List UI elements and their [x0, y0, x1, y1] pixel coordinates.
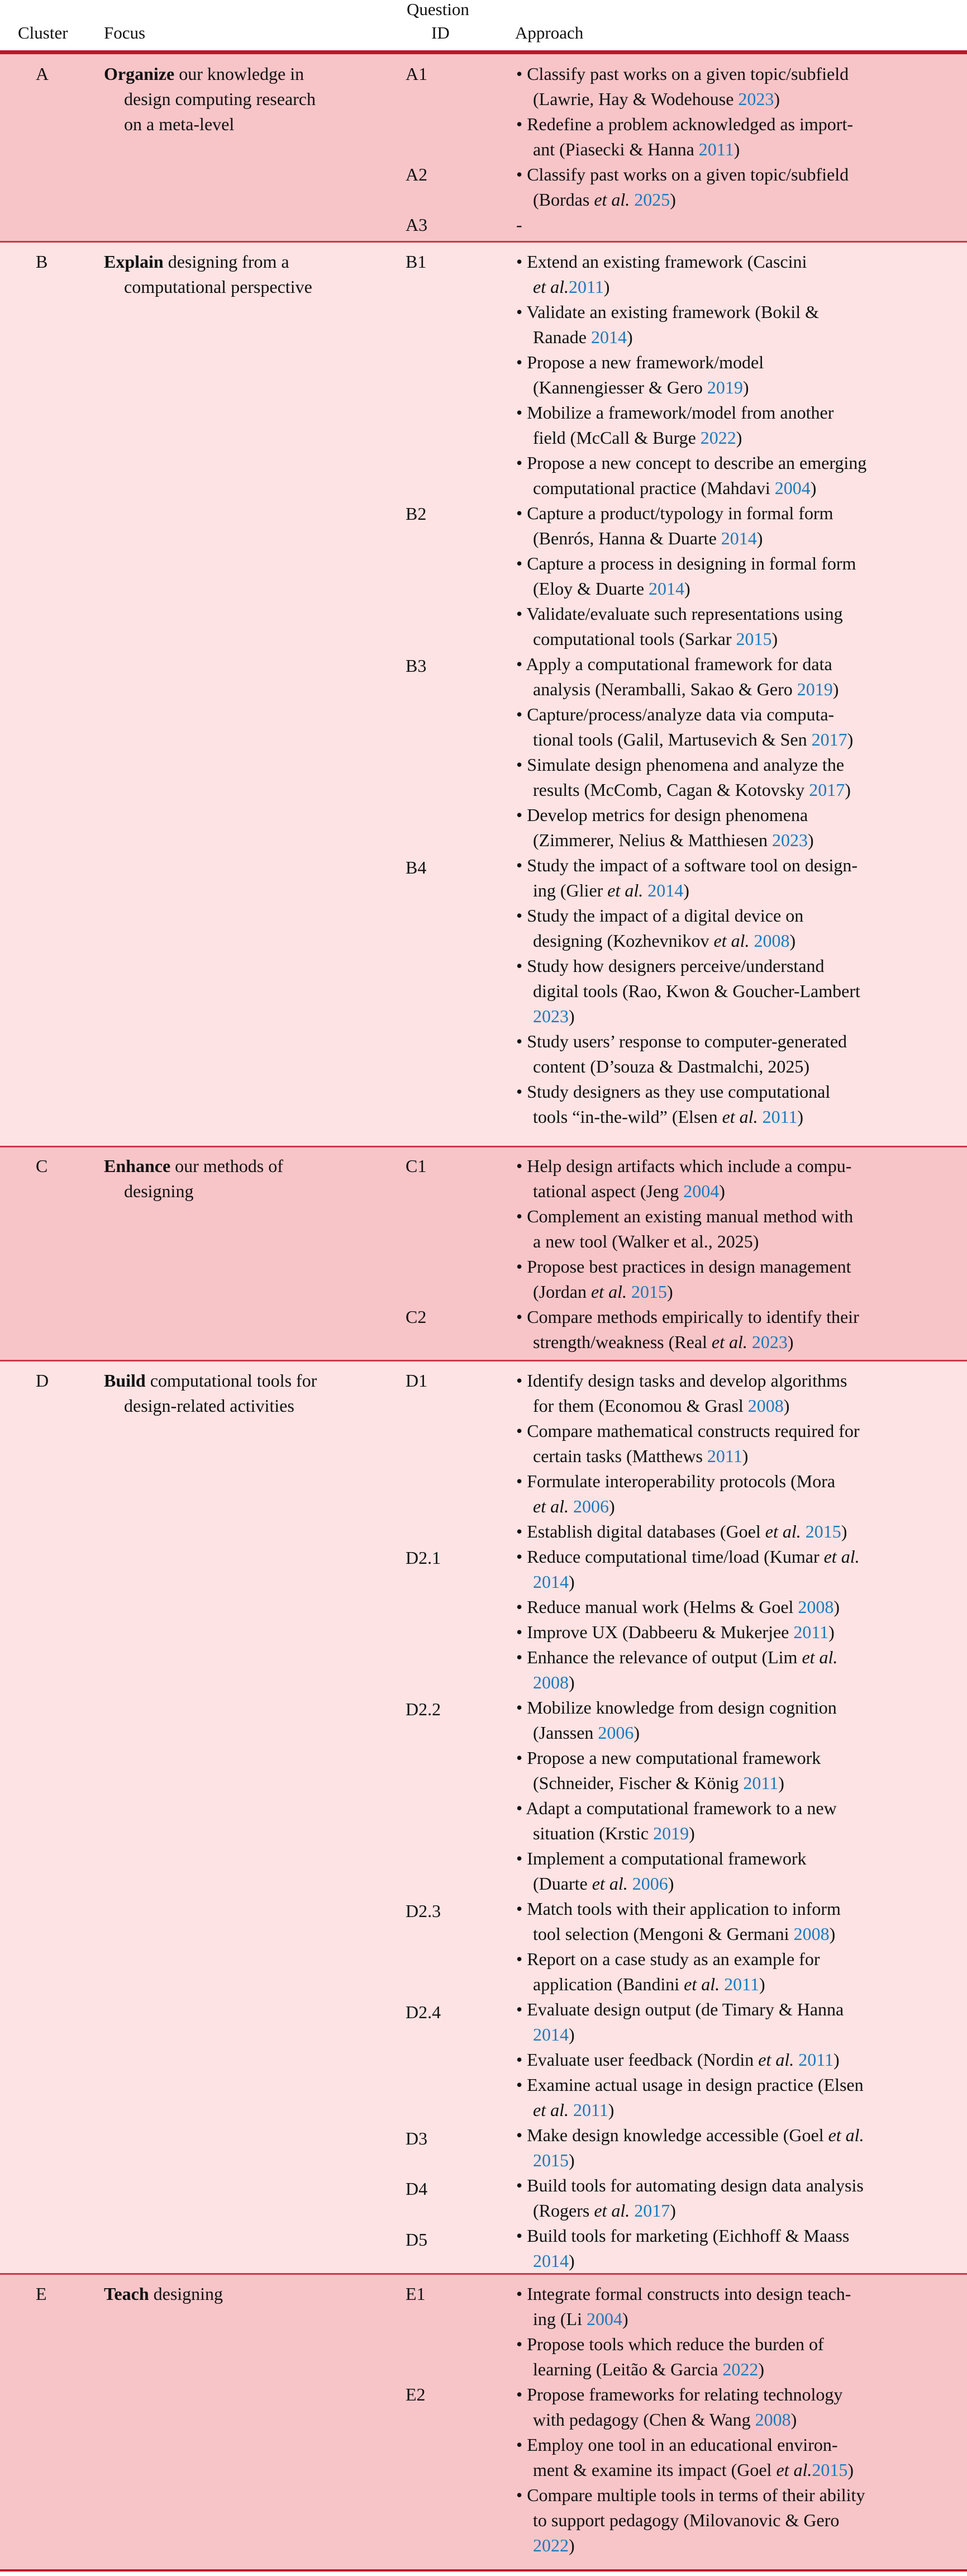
question-id: D5: [406, 2229, 428, 2250]
question-id: D4: [406, 2179, 428, 2199]
question-id: D2.4: [406, 2002, 441, 2022]
focus-text: Explain designing from a computational perspective: [104, 252, 312, 297]
question-id: D3: [406, 2128, 428, 2148]
focus-text: Enhance our methods of designing: [104, 1156, 283, 1201]
focus-text: Organize our knowledge in design computing research on a meta-level: [104, 64, 316, 134]
question-id: A3: [406, 215, 428, 235]
question-id: B3: [406, 656, 427, 676]
question-id: D1: [406, 1370, 428, 1391]
question-id: B2: [406, 504, 427, 524]
focus-text: Build computational tools for design-related activities: [104, 1370, 317, 1416]
approach-list: • Integrate formal constructs into design teach- ing (Li 2004) • Propose tools which reduce the burden of learning (Leitão & Garcia 2022) • Propose frameworks for relating technology with pedagogy (Chen & Wang 2008) • Employ one tool in an educational environ- ment & examine its impact (Goel et al.2015) • Compare multiple tools in terms of their ability to support pedagogy (Milovanovic & Gero 2022): [516, 2284, 865, 2555]
question-id: E1: [406, 2284, 426, 2304]
table-header: [0, 0, 967, 51]
header-cluster: Cluster: [18, 23, 68, 42]
cluster-label: A: [36, 64, 49, 84]
header-rule: [0, 50, 967, 54]
question-id: D2.3: [406, 1901, 441, 1921]
list-item: • Classify past works on a given topic/subfield: [516, 64, 849, 84]
cluster-label: E: [36, 2284, 47, 2304]
list-item: • Classify past works on a given topic/subfield: [516, 164, 849, 184]
header-id: ID: [431, 23, 450, 42]
question-id: E2: [406, 2384, 426, 2404]
approach-list: • Classify past works on a given topic/subfield (Lawrie, Hay & Wodehouse 2023) • Redefine a problem acknowledged as import- ant (Piasecki & Hanna 2011) • Classify past works on a given topic/subfield (Bordas et al. 2025) -: [516, 61, 952, 238]
cluster-label: D: [36, 1370, 49, 1391]
question-id: D2.2: [406, 1699, 441, 1719]
cluster-label: C: [36, 1156, 48, 1176]
bottom-rule: [0, 2569, 967, 2572]
question-id: A2: [406, 164, 428, 184]
question-id: B1: [406, 252, 427, 272]
list-item: -: [516, 215, 522, 235]
approach-list: • Identify design tasks and develop algorithms for them (Economou & Grasl 2008) • Compare mathematical constructs required for certain tasks (Matthews 2011) • Formulate interoperability protocols (Mora et al. 2006) • Establish digital databases (Goel et al. 2015) • Reduce computational time/load (Kumar et al. 2014) • Reduce manual work (Helms & Goel 2008) • Improve UX (Dabbeeru & Mukerjee 2011) • Enhance the relevance of output (Lim et al. 2008) • Mobilize knowledge from design cognition (Janssen 2006) • Propose a new computational framework (Schneider, Fischer & König 2011) • Adapt a computational framework to a new situation (Krstic 2019) • Implement a computational framework (Duarte et al. 2006) • Match tools with their application to inform tool selection (Mengoni & Germani 2008) • Report on a case study as an example for application (Bandini et al. 2011) • Evaluate design output (de Timary & Hanna 2014) • Evaluate user feedback (Nordin et al. 2011) • Examine actual usage in design practice (Elsen et al. 2011) • Make design knowledge accessible (Goel et al. 2015) • Build tools for automating design data analysis (Rogers et al. 2017) • Build tools for marketing (Eichhoff & Maass 2014): [516, 1370, 864, 2271]
header-question: Question: [407, 0, 469, 19]
question-id: C2: [406, 1307, 427, 1327]
focus-text: Teach designing: [104, 2284, 223, 2304]
list-item: • Redefine a problem acknowledged as import-: [516, 114, 853, 134]
approach-list: • Help design artifacts which include a compu- tational aspect (Jeng 2004) • Complement an existing manual method with a new tool (Walker et al., 2025) • Propose best practices in design management (Jordan et al. 2015) • Compare methods empirically to identify their strength/weakness (Real et al. 2023): [516, 1156, 859, 1352]
cluster-label: B: [36, 252, 48, 272]
question-id: A1: [406, 64, 428, 84]
question-id: C1: [406, 1156, 427, 1176]
question-id: D2.1: [406, 1548, 441, 1568]
approach-list: • Extend an existing framework (Cascini et al.2011) • Validate an existing framework (Bokil & Ranade 2014) • Propose a new framework/model (Kannengiesser & Gero 2019) • Mobilize a framework/model from another field (McCall & Burge 2022) • Propose a new concept to describe an emerging computational practice (Mahdavi 2004) • Capture a product/typology in formal form (Benrós, Hanna & Duarte 2014) • Capture a process in designing in formal form (Eloy & Duarte 2014) • Validate/evaluate such representations using computational tools (Sarkar 2015) • Apply a computational framework for data analysis (Neramballi, Sakao & Gero 2019) • Capture/process/analyze data via computa- tional tools (Galil, Martusevich & Sen 2017) • Simulate design phenomena and analyze the results (McComb, Cagan & Kotovsky 2017) • Develop metrics for design phenomena (Zimmerer, Nelius & Matthiesen 2023) • Study the impact of a software tool on design- ing (Glier et al. 2014) • Study the impact of a digital device on designing (Kozhevnikov et al. 2008) • Study how designers perceive/understand digital tools (Rao, Kwon & Goucher-Lambert 2023) • Study users’ response to computer-generated content (D’souza & Dastmalchi, 2025) • Study designers as they use computational tools “in-the-wild” (Elsen et al. 2011): [516, 252, 867, 1127]
header-approach: Approach: [515, 23, 584, 42]
header-focus: Focus: [104, 23, 146, 42]
question-id: B4: [406, 857, 427, 877]
